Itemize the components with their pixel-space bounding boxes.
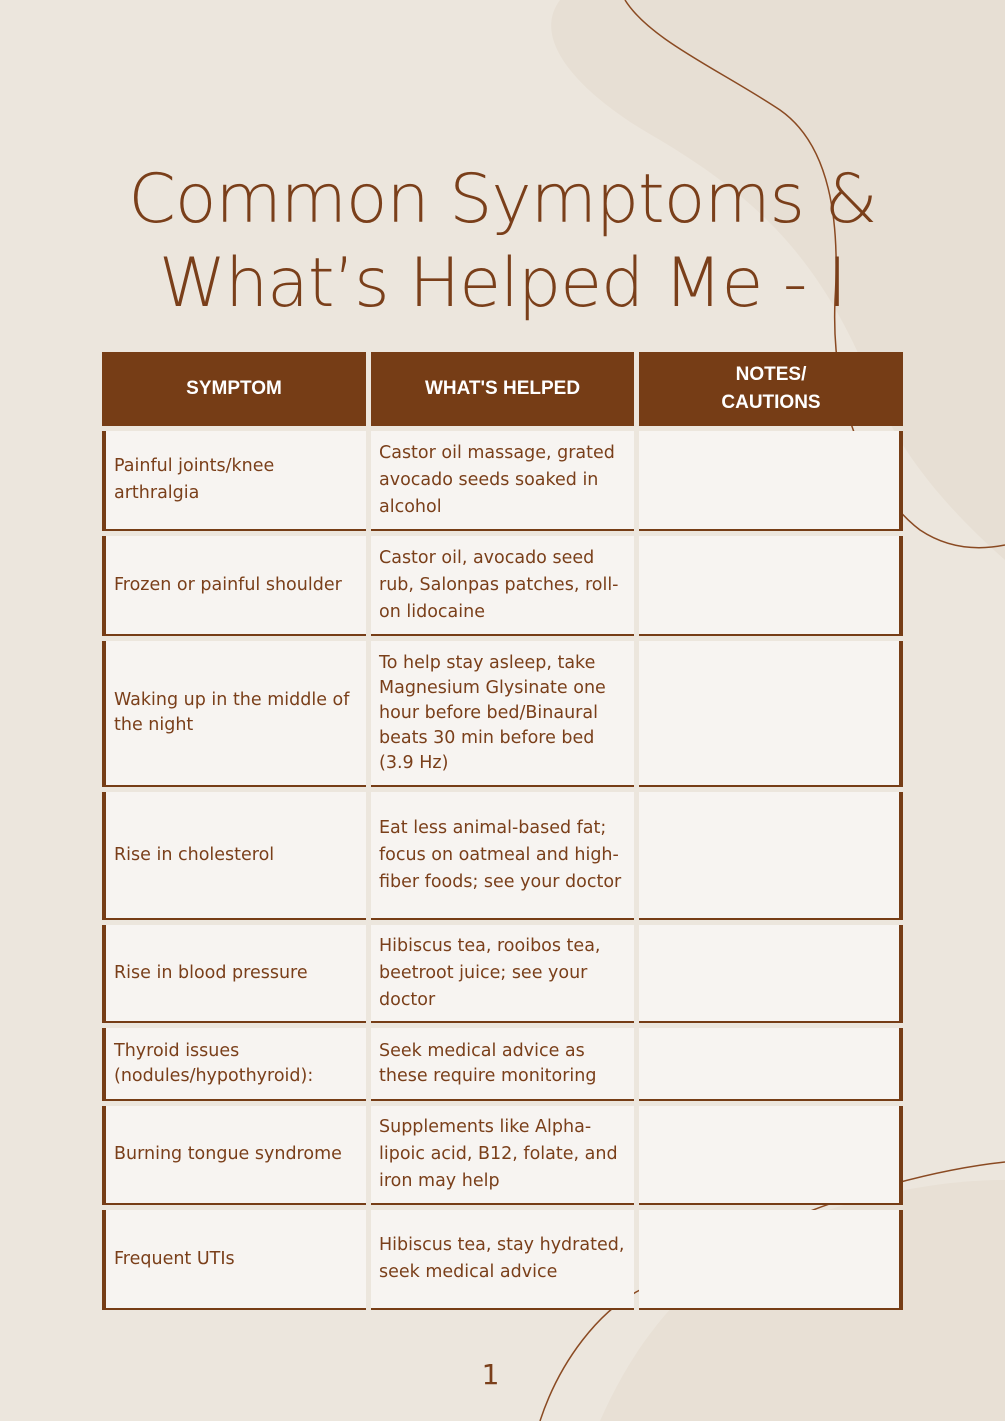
notes-cell bbox=[639, 1210, 903, 1310]
symptom-cell: Thyroid issues (nodules/hypothyroid): bbox=[102, 1028, 366, 1101]
notes-cell bbox=[639, 925, 903, 1023]
title-line-2: What’s Helped Me - I bbox=[158, 244, 847, 323]
page-title bbox=[0, 158, 1005, 326]
symptom-cell: Frozen or painful shoulder bbox=[102, 536, 366, 636]
header-notes-label: NOTES/ CAUTIONS bbox=[721, 364, 821, 413]
table-row bbox=[102, 431, 903, 531]
symptom-cell: Frequent UTIs bbox=[102, 1210, 366, 1310]
helped-cell: Hibiscus tea, rooibos tea, beetroot juice; see your doctor bbox=[371, 925, 634, 1023]
symptom-cell: Burning tongue syndrome bbox=[102, 1106, 366, 1205]
table-row bbox=[102, 925, 903, 1023]
table-row bbox=[102, 1028, 903, 1101]
helped-cell: Supplements like Alpha-lipoic acid, B12, folate, and iron may help bbox=[371, 1106, 634, 1205]
symptom-cell: Rise in blood pressure bbox=[102, 925, 366, 1023]
title-line-1: Common Symptoms & bbox=[128, 160, 877, 239]
table-row bbox=[102, 792, 903, 920]
symptom-cell: Waking up in the middle of the night bbox=[102, 641, 366, 787]
header-whats-helped: WHAT'S HELPED bbox=[371, 352, 634, 426]
notes-cell bbox=[639, 792, 903, 920]
table-row bbox=[102, 1106, 903, 1205]
helped-cell: Seek medical advice as these require monitoring bbox=[371, 1028, 634, 1101]
header-notes-cautions bbox=[639, 352, 903, 426]
helped-cell: Castor oil massage, grated avocado seeds soaked in alcohol bbox=[371, 431, 634, 531]
notes-cell bbox=[639, 536, 903, 636]
notes-cell bbox=[639, 1028, 903, 1101]
helped-cell: Eat less animal-based fat; focus on oatmeal and high-fiber foods; see your doctor bbox=[371, 792, 634, 920]
page-number: 1 bbox=[481, 1358, 500, 1391]
symptom-cell: Rise in cholesterol bbox=[102, 792, 366, 920]
helped-cell: Castor oil, avocado seed rub, Salonpas patches, roll-on lidocaine bbox=[371, 536, 634, 636]
table-row bbox=[102, 641, 903, 787]
helped-cell: Hibiscus tea, stay hydrated, seek medical advice bbox=[371, 1210, 634, 1310]
header-symptom: SYMPTOM bbox=[102, 352, 366, 426]
symptoms-table bbox=[102, 352, 903, 1315]
table-row bbox=[102, 536, 903, 636]
table-header-row bbox=[102, 352, 903, 426]
notes-cell bbox=[639, 431, 903, 531]
symptom-cell: Painful joints/knee arthralgia bbox=[102, 431, 366, 531]
notes-cell bbox=[639, 641, 903, 787]
helped-cell: To help stay asleep, take Magnesium Glysinate one hour before bed/Binaural beats 30 min before bed (3.9 Hz) bbox=[371, 641, 634, 787]
notes-cell bbox=[639, 1106, 903, 1205]
table-row bbox=[102, 1210, 903, 1310]
